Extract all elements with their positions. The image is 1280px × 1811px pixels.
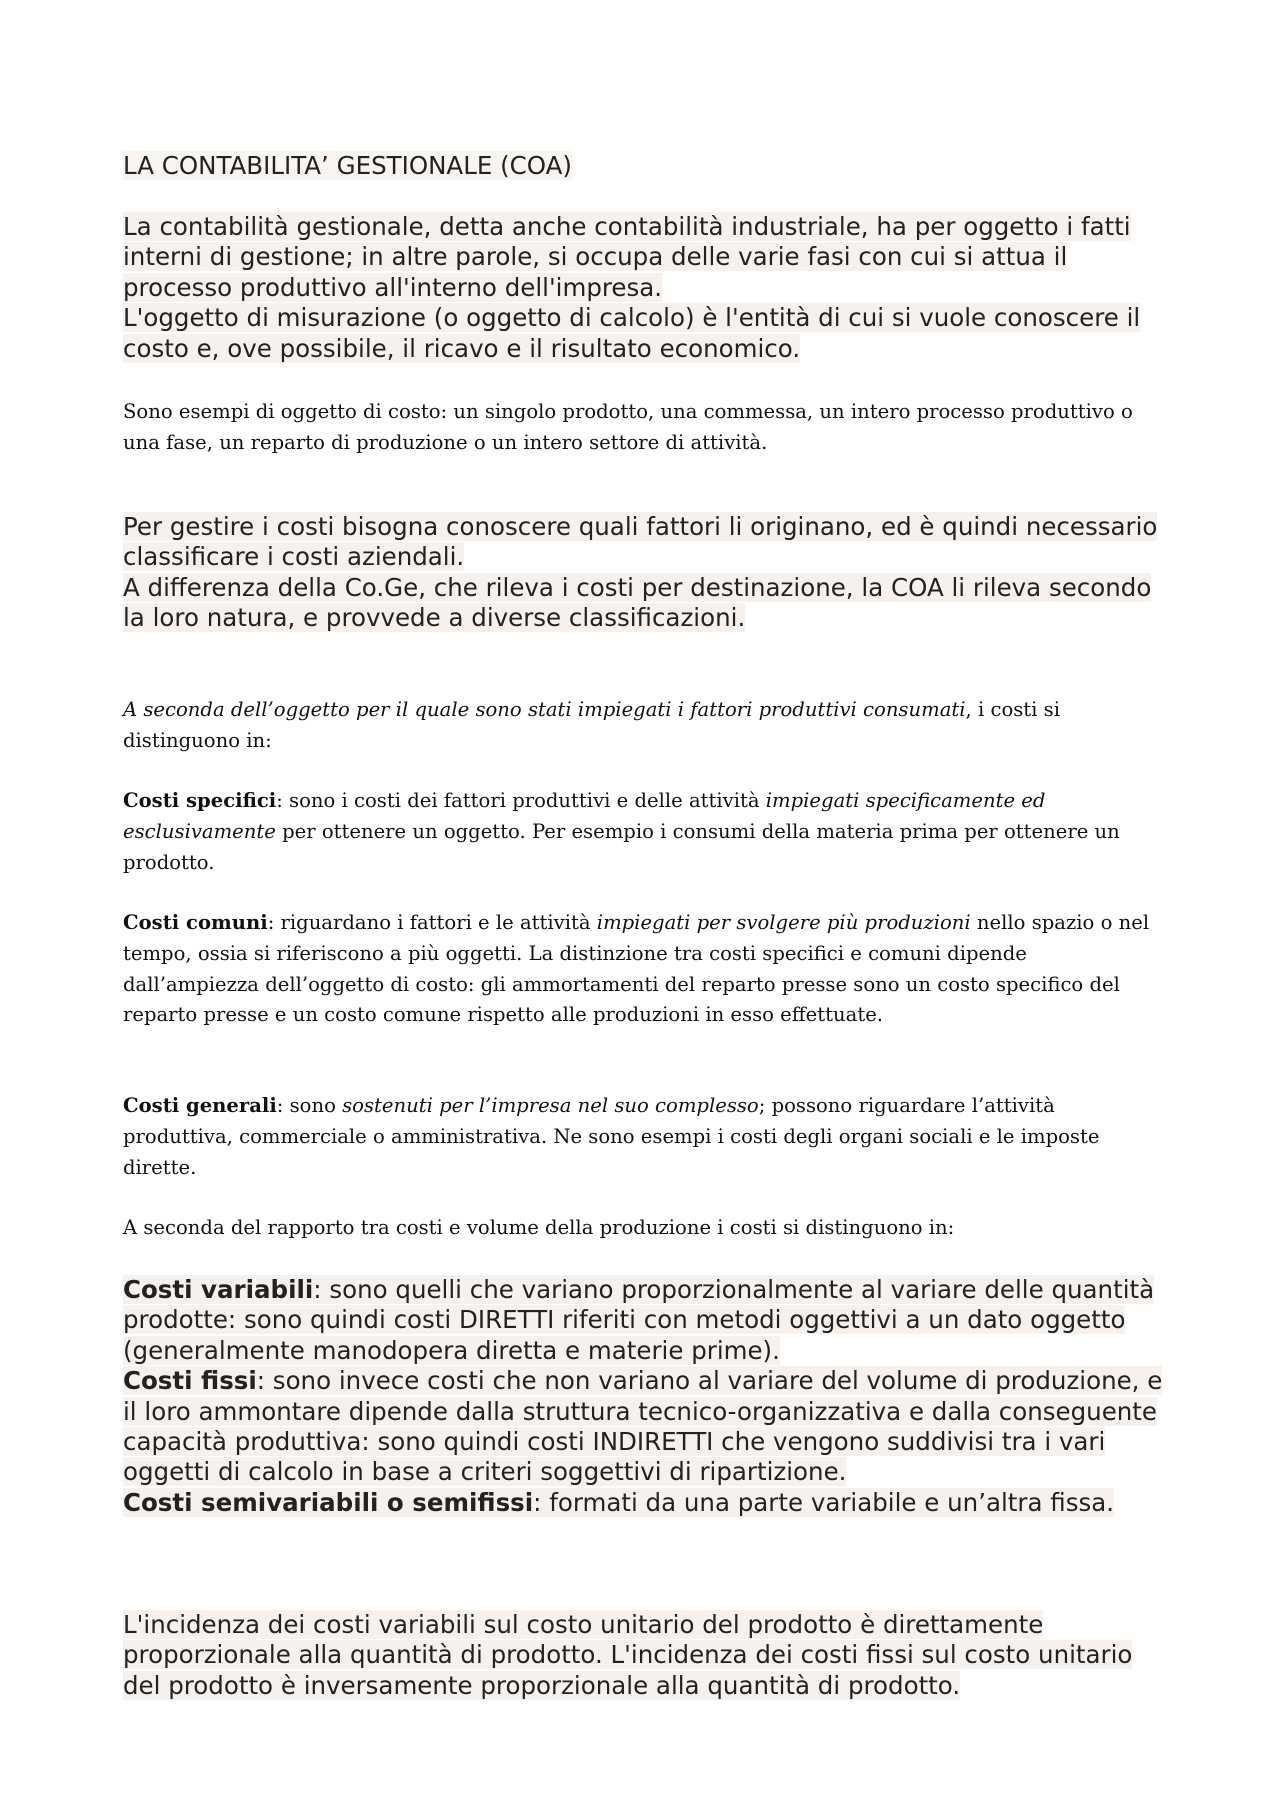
- general-costs-text-2: ; possono riguardare l’attività produttiva, commerciale o amministrativa. Ne sono esempi i costi degli organi sociali e le imposte dirette.: [123, 1094, 1100, 1179]
- fixed-costs: [123, 1366, 1162, 1486]
- specific-costs-text-2: per ottenere un oggetto. Per esempio i consumi della materia prima per ottenere un prodotto.: [123, 819, 1120, 874]
- variable-costs-text: : sono quelli che variano proporzionalmente al variare delle quantità prodotte: sono quindi costi DIRETTI riferiti con metodi oggettivi a un dato oggetto (generalmente manodopera diretta e materie prime).: [123, 1275, 1155, 1365]
- specific-costs-term: Costi specifici: [123, 789, 277, 812]
- classification-line-1: Per gestire i costi bisogna conoscere quali fattori li originano, ed è quindi necessario classificare i costi aziendali.: [123, 512, 1158, 572]
- cost-behavior-paragraph: [123, 1275, 1168, 1518]
- conclusion-paragraph: [123, 1610, 1168, 1701]
- common-costs-text-2: nello spazio o nel tempo, ossia si riferiscono a più oggetti. La distinzione tra costi specifici e comuni dipende dall’ampiezza dell’oggetto di costo: gli ammortamenti del reparto presse sono un costo specifico del reparto presse e un costo comune rispetto alle produzioni in esso effettuate.: [123, 911, 1150, 1027]
- specific-costs-text-1: : sono i costi dei fattori produttivi e delle attività: [276, 789, 766, 812]
- semi-costs: [123, 1488, 1114, 1517]
- classification-paragraph: [123, 512, 1163, 634]
- general-costs-italic: sostenuti per l’impresa nel suo complesso: [342, 1094, 759, 1117]
- intro-paragraph: [123, 212, 1173, 364]
- general-costs-paragraph: [123, 1091, 1163, 1183]
- common-costs-paragraph: [123, 908, 1168, 1031]
- by-volume-paragraph: A seconda del rapporto tra costi e volume della produzione i costi si distinguono in:: [123, 1216, 955, 1239]
- specific-costs-italic: impiegati specificamente ed esclusivamente: [123, 789, 1046, 843]
- by-object-italic: A seconda dell’oggetto per il quale sono stati impiegati i fattori produttivi consumati: [123, 698, 966, 721]
- general-costs-term: Costi generali: [123, 1094, 277, 1117]
- semi-costs-text: : formati da una parte variabile e un’altra fissa.: [533, 1487, 1115, 1517]
- fixed-costs-term: Costi fissi: [123, 1366, 257, 1396]
- examples-paragraph: Sono esempi di oggetto di costo: un singolo prodotto, una commessa, un intero processo produttivo o una fase, un reparto di produzione o un intero settore di attività.: [123, 400, 1133, 454]
- fixed-costs-text: : sono invece costi che non variano al variare del volume di produzione, e il loro ammontare dipende dalla struttura tecnico-organizzativa e dalla conseguente capacità produttiva: sono quindi costi INDIRETTI che vengono suddivisi tra i vari oggetti di calcolo in base a criteri soggettivi di ripartizione.: [123, 1366, 1163, 1487]
- by-object-rest: , i costi si distinguono in:: [123, 698, 1060, 752]
- common-costs-italic: impiegati per svolgere più produzioni: [596, 911, 971, 934]
- document-title: [123, 151, 823, 181]
- classification-line-2: A differenza della Co.Ge, che rileva i costi per destinazione, la COA li rileva secondo la loro natura, e provvede a diverse classificazioni.: [123, 572, 1152, 633]
- specific-costs-paragraph: [123, 786, 1163, 878]
- by-object-paragraph: [123, 695, 1163, 757]
- common-costs-term: Costi comuni: [123, 911, 268, 934]
- semi-costs-term: Costi semivariabili o semifissi: [123, 1487, 534, 1517]
- intro-line-2: L'oggetto di misurazione (o oggetto di calcolo) è l'entità di cui si vuole conoscere il costo e, ove possibile, il ricavo e il risultato economico.: [123, 303, 1141, 363]
- variable-costs-term: Costi variabili: [123, 1275, 314, 1304]
- intro-line-1: La contabilità gestionale, detta anche contabilità industriale, ha per oggetto i fatti interni di gestione; in altre parole, si occupa delle varie fasi con cui si attua il processo produttivo all'interno dell'impresa.: [123, 212, 1131, 302]
- conclusion-text: L'incidenza dei costi variabili sul costo unitario del prodotto è direttamente proporzionale alla quantità di prodotto. L'incidenza dei costi fissi sul costo unitario del prodotto è inversamente proporzionale alla quantità di prodotto.: [123, 1610, 1133, 1700]
- general-costs-text-1: : sono: [276, 1094, 343, 1117]
- title-text: LA CONTABILITA’ GESTIONALE (COA): [123, 151, 572, 180]
- variable-costs: [123, 1275, 1154, 1365]
- common-costs-text-1: : riguardano i fattori e le attività: [267, 911, 597, 934]
